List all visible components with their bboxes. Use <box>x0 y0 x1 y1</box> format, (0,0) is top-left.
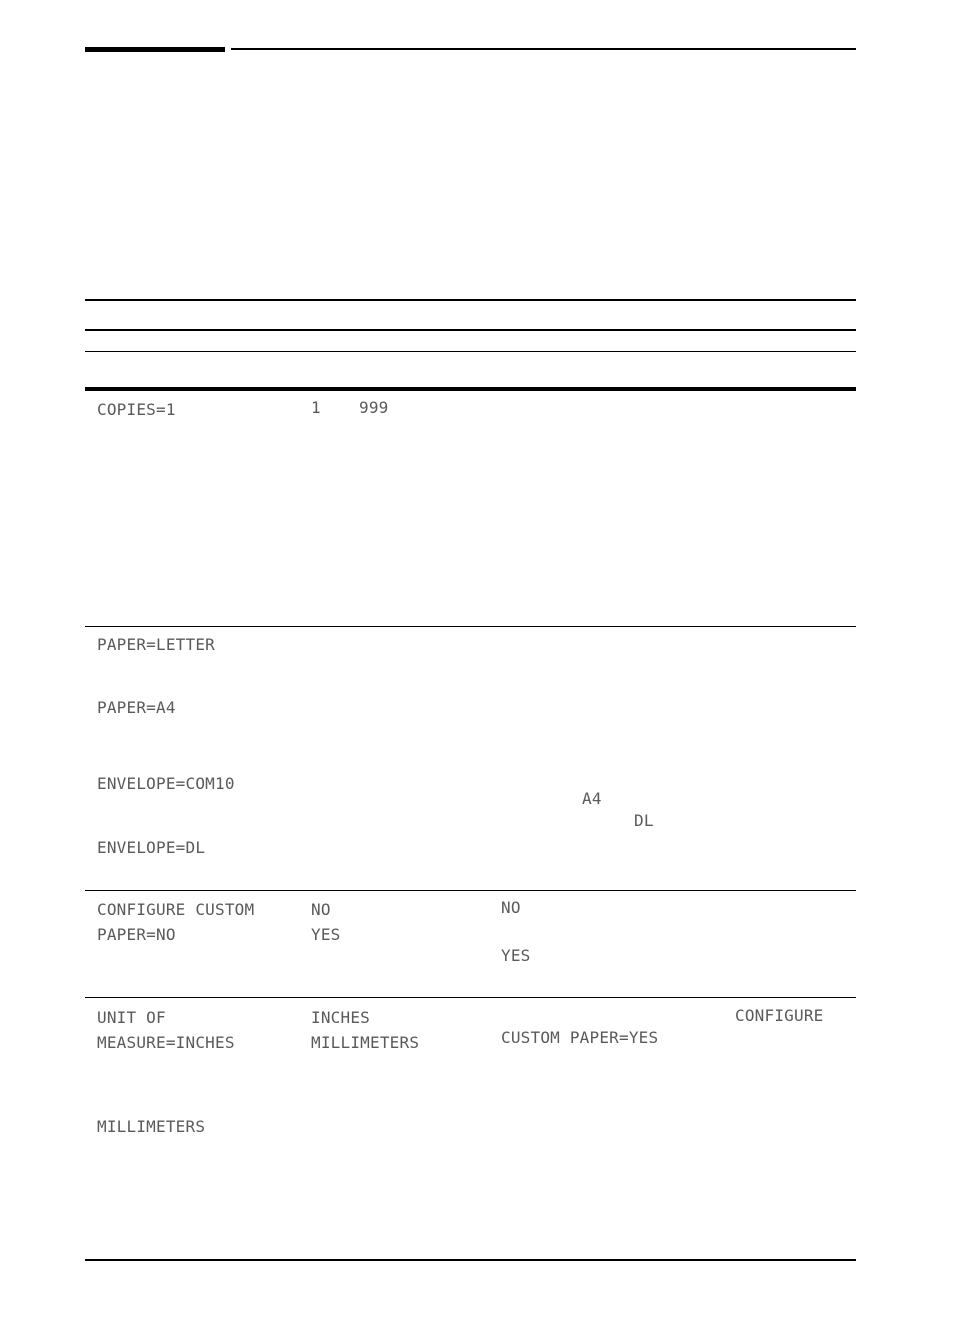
setting-copies: COPIES=1 <box>97 400 176 419</box>
table-caption-rule <box>85 329 856 331</box>
setting-configure-custom-line1: CONFIGURE CUSTOM <box>97 900 255 919</box>
table-subheader-rule <box>85 351 856 352</box>
header-thin-rule <box>231 48 856 50</box>
setting-unit-line1: UNIT OF <box>97 1008 166 1027</box>
setting-unit-line2: MEASURE=INCHES <box>97 1033 235 1052</box>
table-top-rule <box>85 299 856 301</box>
setting-paper-a4: PAPER=A4 <box>97 698 176 717</box>
setting-envelope-dl: ENVELOPE=DL <box>97 838 206 857</box>
value-copies-max: 999 <box>359 398 389 417</box>
footer-rule <box>85 1259 856 1261</box>
setting-configure-custom-line2: PAPER=NO <box>97 925 176 944</box>
header-thick-rule <box>85 47 225 52</box>
note-a4: A4 <box>582 789 602 808</box>
note-no: NO <box>501 898 521 917</box>
value-inches: INCHES <box>311 1008 370 1027</box>
extra-millimeters: MILLIMETERS <box>97 1117 206 1136</box>
value-no: NO <box>311 900 331 919</box>
setting-paper-letter: PAPER=LETTER <box>97 635 215 654</box>
table-header-bottom-rule <box>85 387 856 391</box>
value-yes: YES <box>311 925 341 944</box>
row-divider <box>85 626 856 627</box>
note-yes: YES <box>501 946 531 965</box>
note-custom-paper-yes: CUSTOM PAPER=YES <box>501 1028 659 1047</box>
value-millimeters: MILLIMETERS <box>311 1033 420 1052</box>
row-divider <box>85 890 856 891</box>
note-dl: DL <box>634 811 654 830</box>
value-copies-min: 1 <box>311 398 321 417</box>
setting-envelope-com10: ENVELOPE=COM10 <box>97 774 235 793</box>
note-configure: CONFIGURE <box>735 1006 824 1025</box>
row-divider <box>85 997 856 998</box>
